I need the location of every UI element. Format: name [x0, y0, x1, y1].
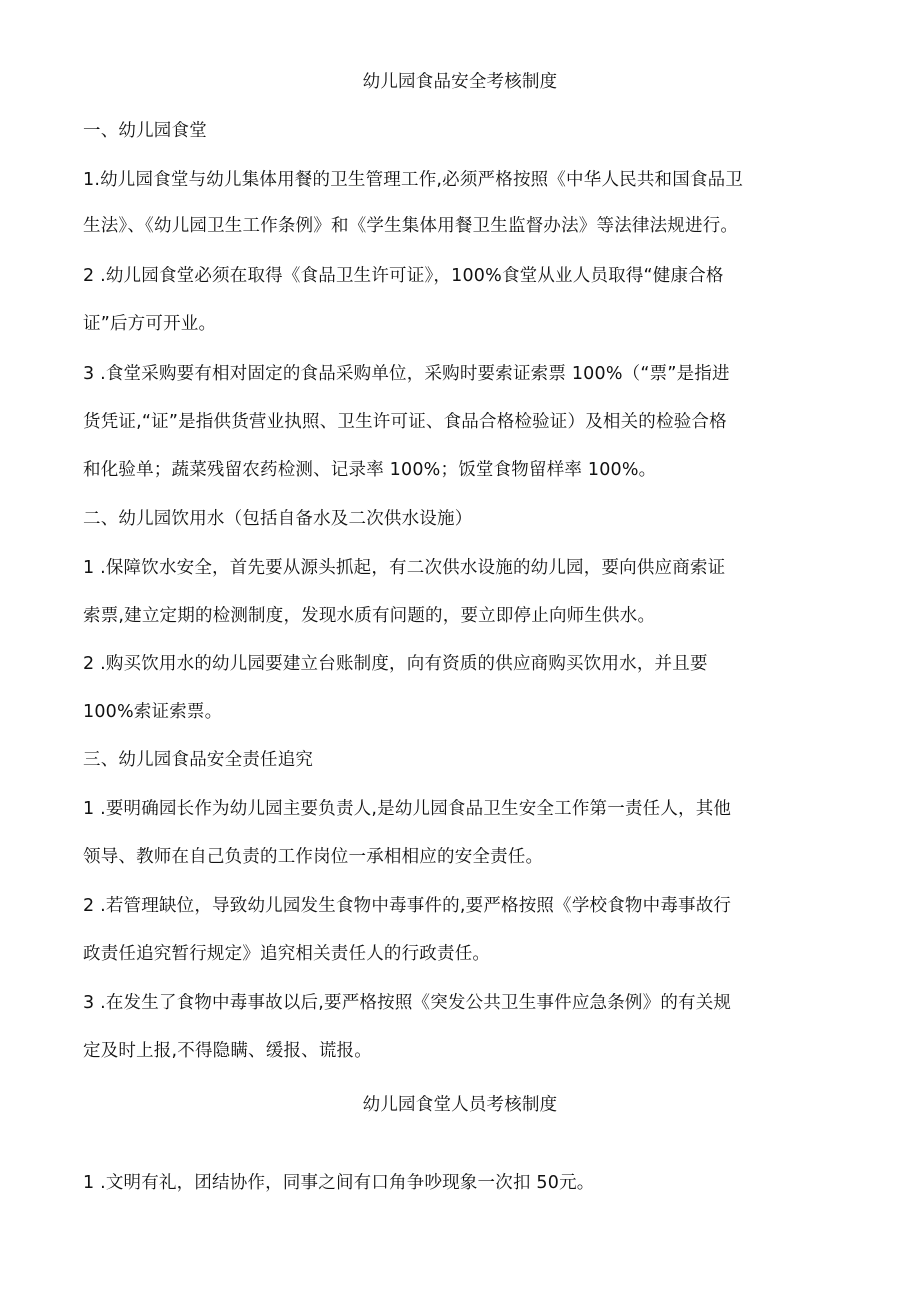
section-1-item-1-line-1: 1.幼儿园食堂与幼儿集体用餐的卫生管理工作,必须严格按照《中华人民共和国食品卫 [83, 170, 744, 190]
section-2-item-1-line-2: 索票,建立定期的检测制度，发现水质有问题的，要立即停止向师生供水。 [83, 606, 656, 626]
section-2-heading: 二、幼儿园饮用水（包括自备水及二次供水设施） [83, 509, 473, 529]
section-3-item-1-line-2: 领导、教师在自己负责的工作岗位一承相相应的安全责任。 [83, 847, 544, 867]
section-2-item-2-line-1: 2 .购买饮用水的幼儿园要建立台账制度，向有资质的供应商购买饮用水，并且要 [83, 654, 708, 674]
section-1-item-3-line-1: 3 .食堂采购要有相对固定的食品采购单位，采购时要索证索票 100%（“票”是指进 [83, 364, 730, 384]
staff-rule-item-1: 1 .文明有礼，团结协作，同事之间有口角争吵现象一次扣 50元。 [83, 1173, 595, 1193]
document-title: 幼儿园食品安全考核制度 [362, 72, 558, 92]
section-1-item-2-line-2: 证”后方可开业。 [83, 314, 217, 334]
section-1-item-1-line-2: 生法》、《幼儿园卫生工作条例》和《学生集体用餐卫生监督办法》等法律法规进行。 [83, 216, 739, 236]
section-2-item-2-line-2: 100%索证索票。 [83, 702, 223, 722]
section-1-heading: 一、幼儿园食堂 [83, 121, 207, 141]
section-2-item-1-line-1: 1 .保障饮水安全，首先要从源头抓起，有二次供水设施的幼儿园，要向供应商索证 [83, 558, 726, 578]
section-3-heading: 三、幼儿园食品安全责任追究 [83, 750, 314, 770]
section-3-item-3-line-2: 定及时上报,不得隐瞒、缓报、谎报。 [83, 1041, 372, 1061]
section-1-item-3-line-2: 货凭证,“证”是指供货营业执照、卫生许可证、食品合格检验证）及相关的检验合格 [83, 412, 727, 432]
section-3-item-2-line-2: 政责任追究暂行规定》追究相关责任人的行政责任。 [83, 944, 491, 964]
section-1-item-3-line-3: 和化验单；蔬菜残留农药检测、记录率 100%；饭堂食物留样率 100%。 [83, 460, 657, 480]
section-1-item-2-line-1: 2 .幼儿园食堂必须在取得《食品卫生许可证》，100%食堂从业人员取得“健康合格 [83, 266, 724, 286]
section-3-item-2-line-1: 2 .若管理缺位，导致幼儿园发生食物中毒事件的,要严格按照《学校食物中毒事故行 [83, 896, 732, 916]
section-3-item-1-line-1: 1 .要明确园长作为幼儿园主要负责人,是幼儿园食品卫生安全工作第一责任人，其他 [83, 799, 732, 819]
section-3-item-3-line-1: 3 .在发生了食物中毒事故以后,要严格按照《突发公共卫生事件应急条例》的有关规 [83, 993, 732, 1013]
second-document-title: 幼儿园食堂人员考核制度 [362, 1095, 558, 1115]
